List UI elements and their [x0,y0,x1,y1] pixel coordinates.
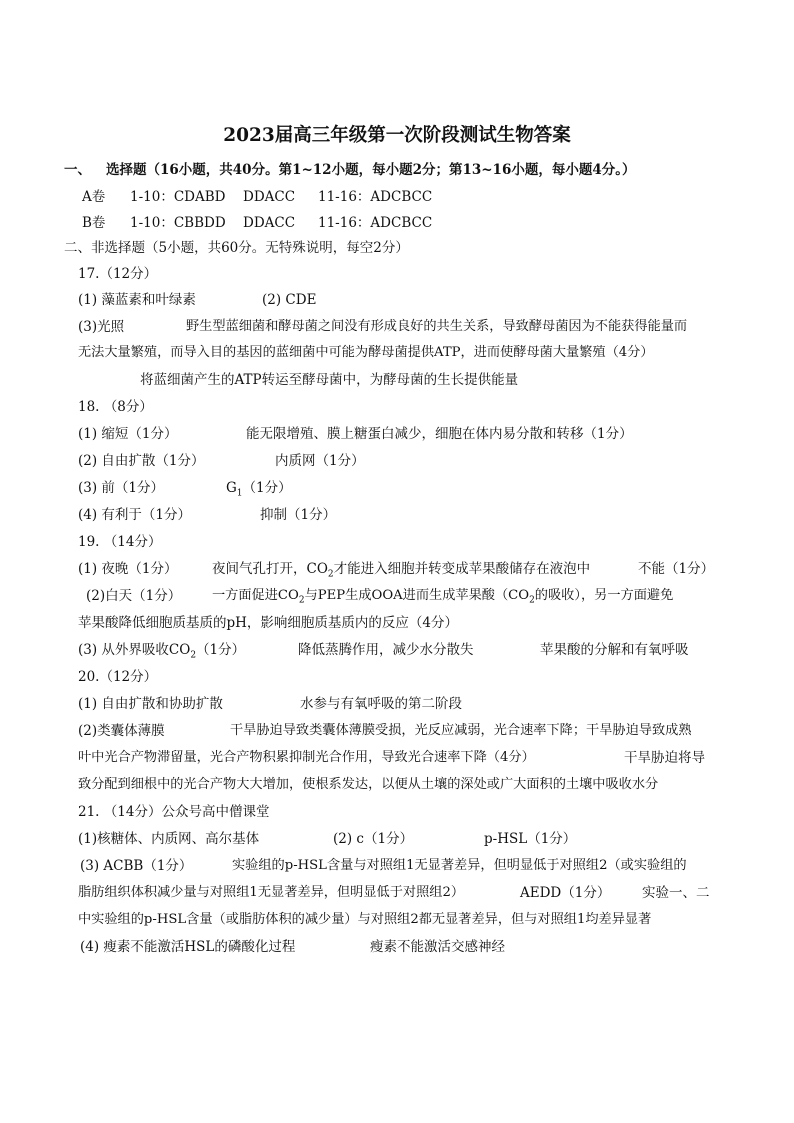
q17-answer-4: 将蓝细菌产生的ATP转运至酵母菌中，为酵母菌的生长提供能量 [140,372,519,388]
q20-answer-2-reason: 干旱胁迫导致类囊体薄膜受损，光反应减弱，光合速率下降；干旱胁迫导致成熟 [230,723,692,738]
question-20-heading: 20.（12分） [78,669,158,685]
question-17-heading: 17.（12分） [78,266,158,282]
q18-answer-1: (1) 缩短（1分） [78,426,178,442]
version-a-label: A卷 [82,189,106,205]
section-1-heading: 选择题（16小题，共40分。第1~12小题，每小题2分；第13~16小题，每小题4分。） [106,162,636,178]
q21-answer-3-c: 实验一、二 [642,885,710,901]
q20-answer-1-b: 水参与有氧呼吸的第二阶段 [300,696,462,712]
q18-answer-4: (4) 有利于（1分） [78,507,192,523]
question-21-heading: 21. （14分）公众号高中僧课堂 [78,804,270,820]
q19-answer-1-reason: 夜间气孔打开，$CO_2$才能进入细胞并转变成苹果酸储存在液泡中 [212,561,591,580]
q19-answer-2: (2)白天（1分） [86,588,182,604]
q19-answer-3-b: 降低蒸腾作用，减少水分散失 [298,642,474,658]
q18-answer-3: (3) 前（1分） [78,480,165,496]
q20-answer-2: (2)类囊体薄膜 [78,723,165,739]
q17-answer-3: (3)光照 [78,319,125,335]
q21-answer-4-b: 瘦素不能激活交感神经 [370,939,505,955]
version-a-answers-2: DDACC [243,189,296,205]
q21-answer-3-reason: 实验组的p-HSL含量与对照组1无显著差异，但明显低于对照组2（或实验组的 [232,858,687,873]
q18-answer-4-b: 抑制（1分） [260,507,337,523]
q18-answer-2-b: 内质网（1分） [275,453,365,469]
q19-answer-3-c: 苹果酸的分解和有氧呼吸 [540,642,689,658]
q21-answer-1: (1)核糖体、内质网、高尔基体 [78,831,260,847]
q21-answer-3-reason-cont: 脂肪组织体积减少量与对照组1无显著差异，但明显低于对照组2） [78,885,465,900]
question-18-heading: 18. （8分） [78,399,153,415]
q19-answer-1-c: 不能（1分） [638,561,715,577]
q17-answer-1: (1) 藻蓝素和叶绿素 [78,292,196,308]
q21-answer-3-c-cont: 中实验组的p-HSL含量（或脂肪体积的减少量）与对照组2都无显著差异，但与对照组1均差异显著 [78,912,652,927]
q17-answer-3-reason-cont: 无法大量繁殖，而导入目的基因的蓝细菌中可能为酵母菌提供ATP，进而使酵母菌大量繁殖（4分） [78,345,654,360]
version-b-label: B卷 [82,215,106,231]
q18-answer-1-reason: 能无限增殖、膜上糖蛋白减少，细胞在体内易分散和转移（1分） [246,426,633,442]
q17-answer-2: (2) CDE [262,292,317,308]
q17-answer-3-reason: 野生型蓝细菌和酵母菌之间没有形成良好的共生关系，导致酵母菌因为不能获得能量而 [186,319,688,334]
q19-answer-1: (1) 夜晚（1分） [78,561,178,577]
q21-answer-3-b: AEDD（1分） [520,885,611,901]
section-1-number: 一、 [64,162,91,178]
q18-answer-2: (2) 自由扩散（1分） [78,453,205,469]
version-b-answers-3: 11-16：ADCBCC [318,215,433,231]
q20-answer-1: (1) 自由扩散和协助扩散 [78,696,223,712]
q18-answer-3-b: $G_1(1$分） [226,480,292,499]
q19-answer-2-reason-cont: 苹果酸降低细胞质基质的pH，影响细胞质基质内的反应（4分） [78,615,459,631]
version-b-answers-2: DDACC [243,215,296,231]
page-title: 2023届高三年级第一次阶段测试生物答案 [223,125,571,146]
version-b-answers-1: 1-10：CBBDD [130,215,226,231]
section-2-heading: 二、非选择题（5小题，共60分。无特殊说明，每空2分） [64,240,409,256]
q19-answer-2-reason: 一方面促进$CO_2$与PEP生成OOA进而生成苹果酸（$CO_2$的吸收），另一方面避免 [212,588,674,606]
version-a-answers-3: 11-16：ADCBCC [318,189,433,205]
q20-answer-3-cont: 致分配到细根中的光合产物大大增加，使根系发达，以便从土壤的深处或广大面积的土壤中吸收水分 [78,777,659,792]
question-19-heading: 19. （14分） [78,534,162,550]
q21-answer-3: (3) ACBB（1分） [80,858,193,874]
q21-answer-2-b: p-HSL（1分） [484,831,577,847]
version-a-answers-1: 1-10：CDABD [130,189,226,205]
q21-answer-4: (4) 瘦素不能激活HSL的磷酸化过程 [80,939,296,955]
q20-answer-3: 干旱胁迫将导 [624,750,705,766]
q19-answer-3: (3) 从外界吸收$CO_2(1$分） [78,642,246,661]
q20-answer-2-reason-cont: 叶中光合产物滞留量，光合产物积累抑制光合作用，导致光合速率下降（4分） [78,750,535,765]
q21-answer-2: (2) c（1分） [333,831,414,847]
